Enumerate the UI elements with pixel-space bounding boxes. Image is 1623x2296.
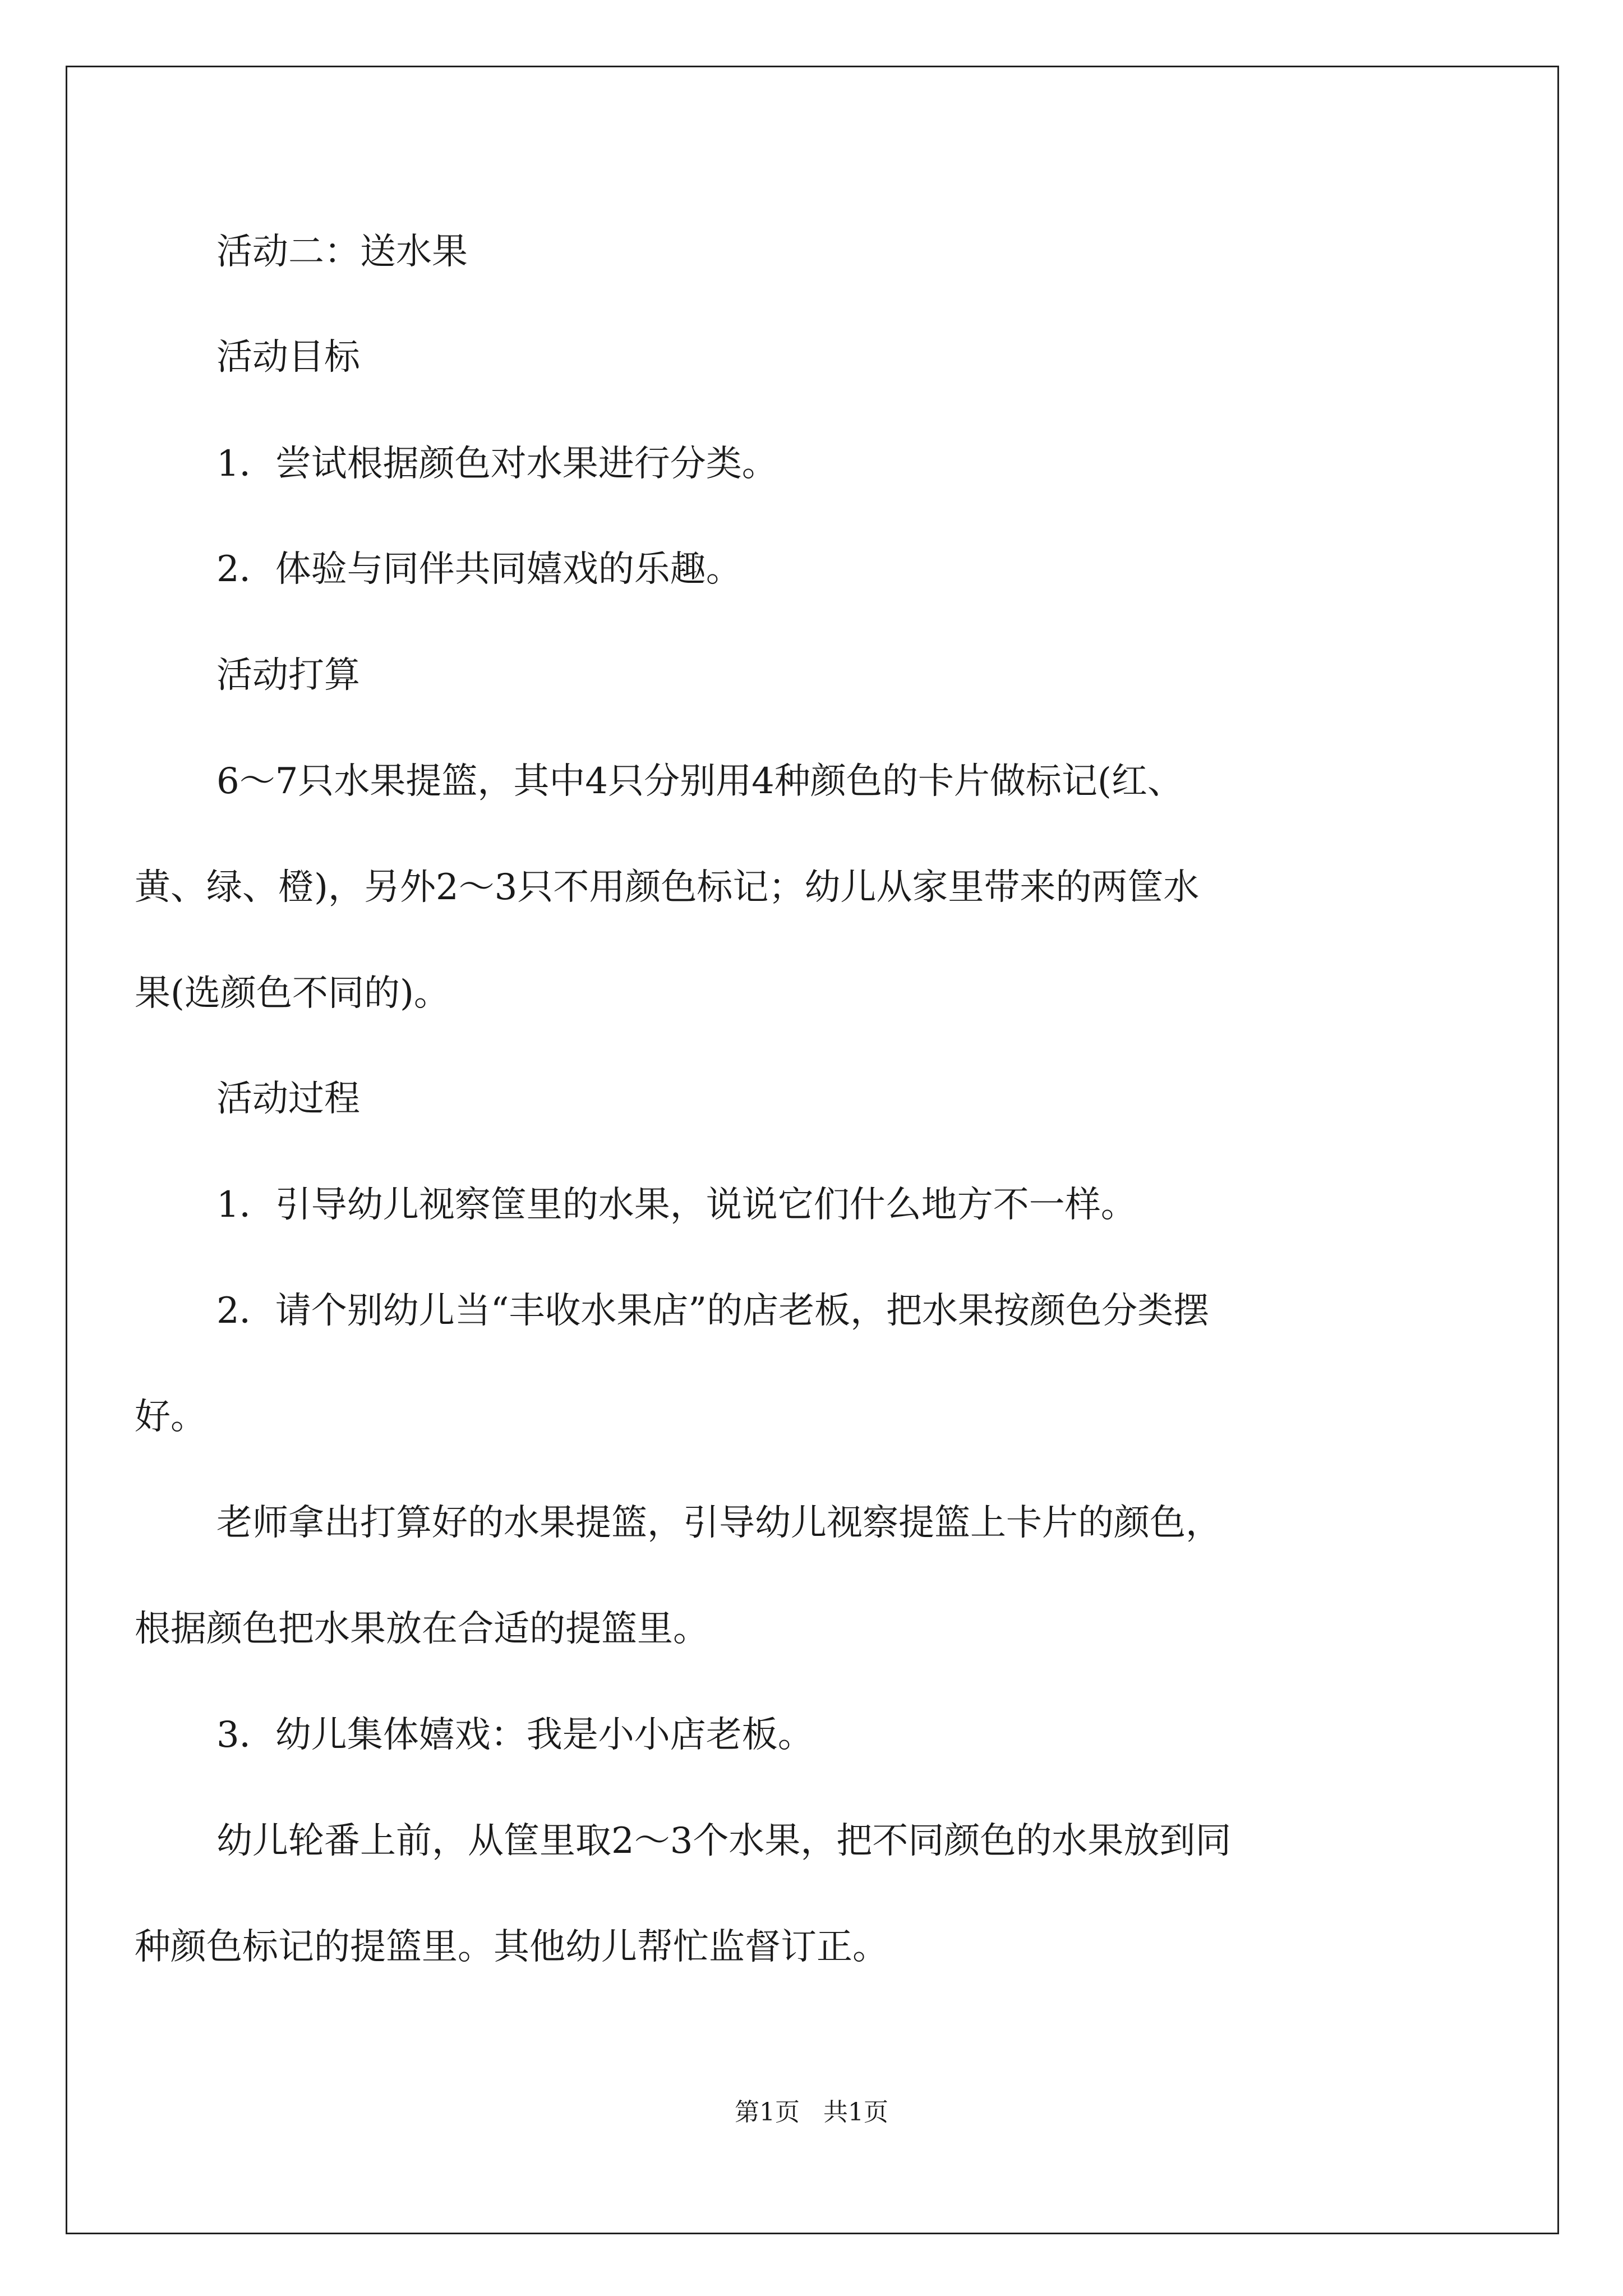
- page-number-footer: 第1页 共1页: [735, 2098, 888, 2127]
- page-border: [66, 66, 1559, 2234]
- paragraph-line: 6～7只水果提篮，其中4只分别用4种颜色的卡片做标记(红、: [216, 761, 1183, 802]
- paragraph-line: 根据颜色把水果放在合适的提篮里。: [135, 1608, 709, 1650]
- paragraph-line: 老师拿出打算好的水果提篮，引导幼儿视察提篮上卡片的颜色，: [216, 1502, 1221, 1544]
- goal-item: 1．尝试根据颜色对水果进行分类。: [216, 443, 778, 485]
- paragraph-line: 好。: [135, 1396, 206, 1438]
- section-heading-preparation: 活动打算: [216, 655, 360, 696]
- section-heading-process: 活动过程: [216, 1078, 360, 1120]
- process-step: 2．请个别幼儿当“丰收水果店”的店老板，把水果按颜色分类摆: [216, 1290, 1210, 1332]
- goal-item: 2．体验与同伴共同嬉戏的乐趣。: [216, 549, 742, 590]
- process-step: 3．幼儿集体嬉戏：我是小小店老板。: [216, 1714, 814, 1756]
- paragraph-line: 黄、绿、橙)，另外2～3只不用颜色标记；幼儿从家里带来的两筐水: [135, 867, 1200, 908]
- paragraph-line: 幼儿轮番上前，从筐里取2～3个水果，把不同颜色的水果放到同: [216, 1820, 1232, 1862]
- process-step: 1．引导幼儿视察筐里的水果，说说它们什么地方不一样。: [216, 1184, 1137, 1226]
- paragraph-line: 果(选颜色不同的)。: [135, 973, 450, 1014]
- activity-title: 活动二：送水果: [216, 231, 468, 273]
- paragraph-line: 种颜色标记的提篮里。其他幼儿帮忙监督订正。: [135, 1926, 888, 1968]
- section-heading-goals: 活动目标: [216, 337, 360, 378]
